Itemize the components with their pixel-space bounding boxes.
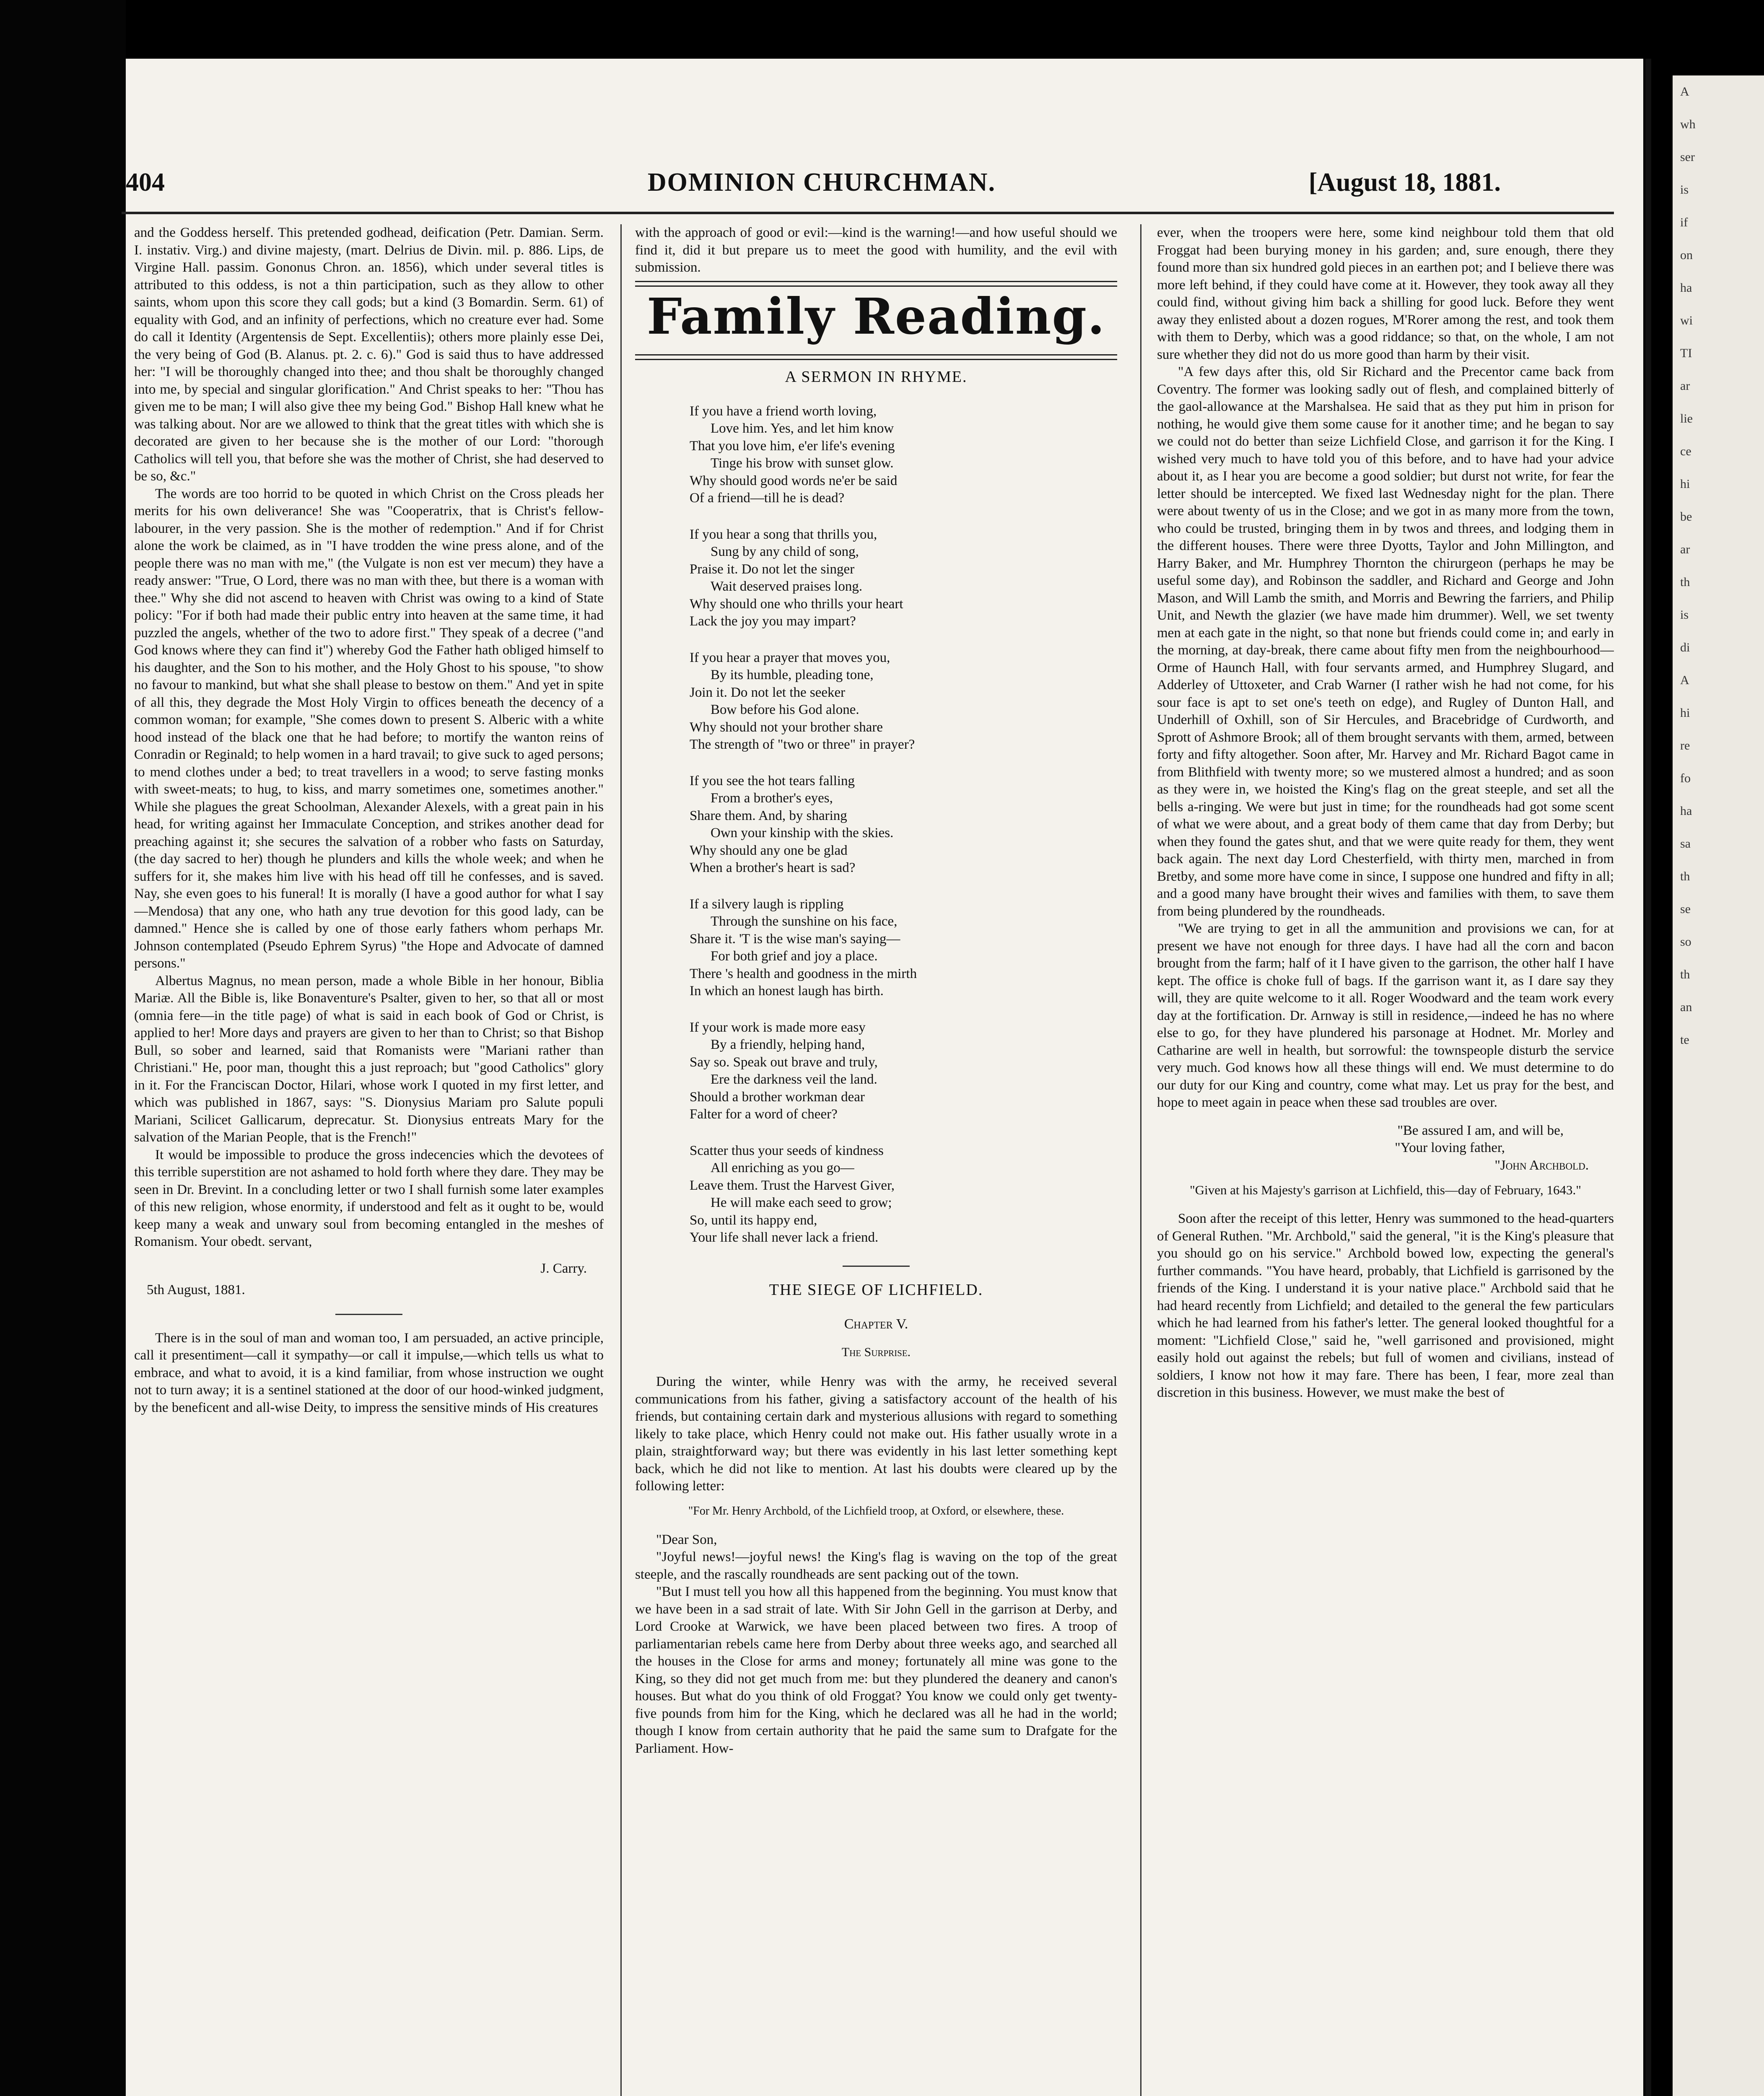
poem-line: If you hear a song that thrills you,	[690, 527, 877, 542]
poem-line: By a friendly, helping hand,	[711, 1037, 865, 1052]
column-1	[134, 224, 604, 2096]
adjacent-page-edge	[1673, 75, 1764, 2096]
poem-line: Why should one who thrills your heart	[690, 596, 903, 612]
poem-line: Scatter thus your seeds of kindness	[690, 1143, 884, 1158]
letter-paragraph: "We are trying to get in all the ammunition and provisions we can, for at present we have not enough for three days. I have had all the corn and bacon brought from the farm; half of it I have given to the garrison, the other half I have kept. The office is choke full of bags. If the garrison want it, as I dare say they will, they are quite welcome to it all. Roger Woodward and the team work every day at the fortification. Dr. Arnway is still in residence,—indeed he has no where else to go, for they have plundered his parsonage at Hodnet. Mr. Morley and Catharine are well in health, but sorrowful: the townspeople disturb the service very much. God knows how all these things will end. We must determine to do our duty for our King and country, come what may. Let us pray for the best, and hope to meet again in peace when these sad troubles are over.	[1157, 921, 1614, 1110]
poem-line: All enriching as you go—	[711, 1160, 854, 1175]
poem-line: For both grief and joy a place.	[711, 949, 878, 964]
letter-signature: "John Archbold.	[1494, 1157, 1589, 1173]
article-paragraph: It would be impossible to produce the gross indecencies which the devotees of this terrible superstition are not ashamed to hold forth where they dare. They may be seen in Dr. Brevint. In a concluding letter or two I shall furnish some later examples of this new religion, whose enormity, if understood and felt as it ought to be, would keep many a weak and unwary soul from becoming entangled in the meshes of Romanism. Your obedt. servant,	[134, 1147, 604, 1249]
adjacent-page-fragment: ce	[1680, 444, 1691, 458]
adjacent-page-fragment: if	[1680, 215, 1688, 229]
section-rule	[635, 281, 1117, 287]
adjacent-page-fragment: so	[1680, 935, 1691, 949]
poem-line: Share it. 'T is the wise man's saying—	[690, 931, 900, 947]
poem-stanza	[690, 649, 1117, 754]
poem-stanza	[690, 1142, 1117, 1247]
poem	[690, 403, 1117, 1247]
section-rule	[635, 354, 1117, 360]
adjacent-page-fragment: ar	[1680, 542, 1690, 556]
letter-signature: J. Carry.	[540, 1261, 587, 1276]
section-divider	[843, 1266, 910, 1267]
scan-left-margin	[0, 0, 126, 2096]
poem-line: So, until its happy end,	[690, 1212, 817, 1228]
adjacent-page-fragment: ha	[1680, 281, 1692, 295]
issue-date: [August 18, 1881.	[1308, 168, 1501, 197]
adjacent-page-fragment: wi	[1680, 314, 1693, 327]
adjacent-page-fragment: sa	[1680, 837, 1691, 851]
adjacent-page-fragment: re	[1680, 739, 1690, 752]
poem-line: If you have a friend worth loving,	[690, 403, 877, 419]
column-2	[635, 224, 1117, 2096]
poem-line: Bow before his God alone.	[711, 702, 859, 717]
poem-stanza	[690, 896, 1117, 1000]
article-paragraph: and the Goddess herself. This pretended godhead, deification (Petr. Damian. Serm. I. instativ. Virg.) and divine majesty, (mart. Delrius de Divin. mil. p. 886. Lips, de Virgine Hall. passim. Gononus Chron. an. 1856), which under several titles is attributed to this oddess, is not a thin participation, such as they allow to other saints, whom upon this score they call gods; but a kind (3 Bomardin. Serm. 61) of equality with God, and an infinity of perfections, which no creature ever had. Some do call it Identity (Argentensis de Sept. Excellentiis); others more plainly esse Dei, the very being of God (B. Alanus. pt. 2. c. 6)." God is said thus to have addressed her: "I will be thoroughly changed into thee; and thou shalt be thoroughly changed into me, by special and singular glorification." And Christ speaks to her: "Thou has given me to be man; I will also give thee my being God." Bishop Hall knew what he was talking about. Nor are we allowed to think that the great titles with which she is decorated are given to her because she is the mother of our Lord: "thorough Catholics will tell you, that before she was the mother of Christ, she had deserved to be so, &c."	[134, 225, 604, 484]
poem-line: Own your kinship with the skies.	[711, 825, 894, 840]
poem-line: Sung by any child of song,	[711, 544, 859, 559]
letter-salutation: "Dear Son,	[656, 1532, 717, 1547]
letter-dateline: "Given at his Majesty's garrison at Lichfield, this—day of February, 1643."	[1190, 1183, 1581, 1197]
article-paragraph: with the approach of good or evil:—kind is the warning!—and how useful should we find it, did it but prepare us to meet the good with humility, and the evil with submission.	[635, 225, 1117, 275]
adjacent-page-fragment: is	[1680, 183, 1689, 197]
article-paragraph: The words are too horrid to be quoted in which Christ on the Cross pleads her merits for his own deliverance! She was "Cooperatrix, that is Christ's fellow-labourer, in the very passion. She is the mother of redemption." And if for Christ alone the work be claimed, as in "I have trodden the wine press alone, and of the people there was no man with me," (the Vulgate is non est ver mecum) they have a ready answer: "True, O Lord, there was no man with thee, but there is a woman with thee." Why she did not ascend to heaven with Christ was owing to a kind of State policy: "For if both had made their public entry into heaven at the same time, it had puzzled the angels, whether of the two to adore first." They speak of a decree ("and God knows where they can find it") whereby God the Father hath obliged himself to his daughter, and the Son to his mother, and the Holy Ghost to his spouse, "to show no favour to mankind, but what she shall please to bestow on them." And yet in spite of all this, they degrade the Most Holy Virgin to offices beneath the decency of a common woman; for example, "She comes down to present S. Alberic with a white hood instead of the black one that he had before; to mortify the wanton reins of Conradin or Reginald; to help women in a hard travail; to give suck to aged persons; to mend clothes under a bed; to treat travellers in a wood; to serve fasting monks with sweet-meats; to hug, to kiss, and marry sometimes one, sometimes another." While she plagues the great Schoolman, Alexander Alexels, with a great pain in his head, for writing against her Immaculate Conception, and strikes another dead for preaching against it; she secures the salvation of a robber who fasts on Saturday, (the day sacred to her) though he plunders and kills the whole week; and when he suffers for it, she makes him live with his head off till he confesses, and is saved. Nay, she even goes to his funeral! It is morally (I have a good author for what I say—Mendosa) that any one, who hath any true devotion for this good lady, can be damned." Hence she is called by one of those early fathers whom perhaps Mr. Johnson contemplated (Pseudo Ephrem Syrus) "the Hope and Advocate of damned persons."	[134, 486, 604, 971]
letter-closing: "Your loving father,	[1395, 1140, 1505, 1155]
page-gutter	[1645, 59, 1651, 2096]
section-header: Family Reading.	[646, 287, 1106, 345]
poem-line: Lack the joy you may impart?	[690, 614, 856, 629]
adjacent-page-fragment: on	[1680, 248, 1693, 262]
article-paragraph: There is in the soul of man and woman too, I am persuaded, an active principle, call it presentiment—call it sympathy—or call it impulse,—which tells us what to embrace, and what to avoid, it is a kind familiar, from whose instruction we ought not to turn away; it is a sentinel stationed at the door of our hood-winked judgment, by the beneficent and all-wise Deity, to impress the sensitive minds of His creatures	[134, 1330, 604, 1415]
adjacent-page-fragment: th	[1680, 968, 1690, 981]
letter-closing: "Be assured I am, and will be,	[1397, 1123, 1564, 1138]
column-divider	[1140, 224, 1141, 2096]
letter-paragraph: "Joyful news!—joyful news! the King's flag is waving on the top of the great steeple, and the rascally roundheads are sent packing out of the town.	[635, 1549, 1117, 1582]
adjacent-page-fragment: ser	[1680, 150, 1695, 164]
poem-line: Of a friend—till he is dead?	[690, 490, 845, 506]
letter-address: "For Mr. Henry Archbold, of the Lichfield troop, at Oxford, or elsewhere, these.	[688, 1504, 1064, 1518]
poem-line: Why should good words ne'er be said	[690, 473, 898, 488]
column-divider	[620, 224, 622, 2096]
letter-paragraph: "A few days after this, old Sir Richard and the Precentor came back from Coventry. The former was looking sadly out of flesh, and complained bitterly of the gaol-allowance at the Marshalsea. He said that as they put him in prison for nothing, he would give them some cause for it another time; and he began to say we could not do better than seize Lichfield Close, and garrison it for the King. I wished very much to have told you of this before, and to have had your advice about it, as I hear you are become a good soldier; but durst not write, for fear the letter should be intercepted. We fixed last Wednesday night for the plan. There were about twenty of us in the Close; and we got in as many more from the town, who could be trusted, bringing them in by twos and threes, and lodging them in the different houses. There were three Dyotts, Taylor and John Millington, and Harry Baker, and Mr. Humphrey Thornton the chirurgeon (perhaps he may be useful some day), and Robinson the saddler, and Richard and George and John Mason, and Will Lamb the smith, and Morris and Bewring the farriers, and Philip Unit, and Newth the glazier (we have made him drummer). Well, we set twenty men at each gate in the night, so that none but friends could come in; and early in the morning, at day-break, there came about fifty men from the neighbourhood—Orme of Haunch Hall, with four servants armed, and Humphrey Slugard, and Adderley of Uttoxeter, and Crab Warner (I rather wish he had not come, for his sour face is apt to set one's teeth on edge), and Rugley of Dunton Hall, and Underhill of Oxhill, son of Sir Hercules, and Bracebridge of Curdworth, and Sprott of Ashmore Brook; all of them brought servants with them, armed, between forty and fifty altogether. Soon after, Mr. Harvey and Mr. Richard Bagot came in from Blithfield with twenty more; so we mustered almost a hundred; and as soon as they were in, we hoisted the King's flag on the great steeple, and set all the bells a-ringing. We were but just in time; for the roundheads had got some scent of what we were about, and a great body of them came that day from Derby; but when they found the gates shut, and that we were quite ready for them, they went back again. The next day Lord Chesterfield, with thirty men, marched in from Bretby, and some more have come in since, I suppose one hundred and fifty in all; and a good many have brought their wives and families with them, to save them from being plundered by the roundheads.	[1157, 364, 1614, 919]
poem-title: A SERMON IN RHYME.	[785, 368, 968, 386]
poem-line: If you see the hot tears falling	[690, 773, 855, 789]
poem-line: Wait deserved praises long.	[711, 579, 863, 594]
poem-line: Through the sunshine on his face,	[711, 914, 898, 929]
letter-paragraph: "But I must tell you how all this happened from the beginning. You must know that we have been in a sad strait of late. With Sir John Gell in the garrison at Derby, and Lord Crooke at Warwick, we have been placed between two fires. A troop of parliamentarian rebels came here from Derby about three weeks ago, and searched all the houses in the Close for arms and money; fortunately all mine was gone to the King, so they did not get much from me: but they plundered the deanery and canon's houses. But what do you think of old Froggat? You know we could only get twenty-five pounds from him for the King, which he declared was all he had in the world; though I know from certain authority that he paid the same sum to Drafgate for the Parliament. How-	[635, 1584, 1117, 1756]
adjacent-page-fragment: th	[1680, 575, 1690, 589]
section-divider	[335, 1314, 402, 1315]
adjacent-page-fragment: is	[1680, 608, 1689, 622]
poem-line: The strength of "two or three" in prayer?	[690, 737, 915, 752]
poem-line: There 's health and goodness in the mirth	[690, 966, 917, 981]
poem-line: Tinge his brow with sunset glow.	[711, 456, 894, 471]
poem-line: Your life shall never lack a friend.	[690, 1230, 879, 1245]
adjacent-page-fragment: fo	[1680, 771, 1691, 785]
article-paragraph: Albertus Magnus, no mean person, made a whole Bible in her honour, Biblia Mariæ. All the Bible is, like Bonaventure's Psalter, given to her, so that all or most (omnia fere—in the title page) of what is said in each book of God or Christ, is applied to her! More days and prayers are given to her than to Christ; so that Bishop Bull, so sober and learned, said that Romanists were "Mariani rather than Christiani." He, poor man, thought this a just reproach; but "good Catholics" glory in it. For the Franciscan Doctor, Hilari, whose work I quoted in my first letter, and which was published in 1867, says: "S. Dionysius Mariam pro Salute populi Mariani, Scilicet Gallicarum, deprecatur. St. Dionysius entreats Mary for the salvation of the Marian People, that is the French!"	[134, 973, 604, 1145]
poem-line: Leave them. Trust the Harvest Giver,	[690, 1178, 895, 1193]
poem-stanza	[690, 526, 1117, 630]
poem-line: Ere the darkness veil the land.	[711, 1072, 877, 1087]
poem-line: Join it. Do not let the seeker	[690, 685, 846, 700]
adjacent-page-fragment: TI	[1680, 346, 1692, 360]
adjacent-page-fragment: lie	[1680, 412, 1693, 425]
adjacent-page-fragment: ar	[1680, 379, 1690, 393]
poem-line: In which an honest laugh has birth.	[690, 983, 884, 999]
adjacent-page-fragment: hi	[1680, 706, 1690, 720]
poem-line: Say so. Speak out brave and truly,	[690, 1054, 878, 1070]
poem-stanza	[690, 1019, 1117, 1123]
poem-stanza	[690, 773, 1117, 877]
adjacent-page-fragment: te	[1680, 1033, 1689, 1047]
adjacent-page-fragment: hi	[1680, 477, 1690, 491]
poem-line: If a silvery laugh is rippling	[690, 896, 844, 912]
poem-line: By its humble, pleading tone,	[711, 667, 874, 682]
page-header	[126, 161, 1518, 212]
poem-line: If your work is made more easy	[690, 1019, 866, 1035]
poem-line: Why should not your brother share	[690, 719, 883, 735]
page-number: 404	[126, 168, 165, 197]
header-rule	[122, 212, 1614, 214]
letter-paragraph: ever, when the troopers were here, some kind neighbour told them that old Froggat had been burying money in his garden; and, sure enough, there they found more than six hundred gold pieces in an earthen pot; and I believe there was more left behind, if they could have come at it. However, they took away all they could find, without giving him back a shilling for good luck. Before they went away they enlisted about a dozen rogues, M'Rorer among the rest, and took them with them to Derby, which was a good riddance; so that, on the whole, I am not sure whether they did not do us more good than harm by their visit.	[1157, 225, 1614, 362]
poem-line: When a brother's heart is sad?	[690, 860, 856, 875]
poem-line: Falter for a word of cheer?	[690, 1107, 838, 1122]
adjacent-page-fragment: an	[1680, 1000, 1692, 1014]
article-paragraph: During the winter, while Henry was with the army, he received several communications from his father, giving a satisfactory account of the health of his friends, but containing certain dark and mysterious allusions with regard to something likely to take place, which Henry could not make out. His father usually wrote in a plain, straightforward way; but there was evidently in his last letter something kept back, which he did not like to mention. At last his doubts were cleared up by the following letter:	[635, 1374, 1117, 1494]
publication-title: DOMINION CHURCHMAN.	[647, 168, 996, 197]
article-paragraph: Soon after the receipt of this letter, Henry was summoned to the head-quarters of General Ruthen. "Mr. Archbold," said the general, "it is the King's pleasure that you should go on his service." Archbold bowed low, expecting the general's further commands. "You have heard, probably, that Lichfield is garrisoned by the friends of the King. I understand it is your native place." Archbold said that he had heard recently from Lichfield; and detailed to the general the few particulars which he had learned from his father's letter. The general looked thoughtful for a moment: "Lichfield Close," said he, "well garrisoned and provisioned, might easily hold out against the rebels; but full of women and civilians, instead of soldiers, I know not how it may fare. There has been, I fear, more zeal than discretion in this business. However, we must make the best of	[1157, 1211, 1614, 1400]
adjacent-page-fragment: th	[1680, 869, 1690, 883]
adjacent-page-fragment: se	[1680, 902, 1691, 916]
adjacent-page-fragment: ha	[1680, 804, 1692, 818]
adjacent-page-fragment: wh	[1680, 117, 1696, 131]
adjacent-page-fragment: A	[1680, 673, 1689, 687]
poem-line: Share them. And, by sharing	[690, 808, 847, 823]
poem-line: That you love him, e'er life's evening	[690, 438, 895, 454]
poem-line: Praise it. Do not let the singer	[690, 561, 855, 577]
column-3	[1157, 224, 1614, 2096]
story-title: THE SIEGE OF LICHFIELD.	[769, 1281, 983, 1299]
poem-line: He will make each seed to grow;	[711, 1195, 892, 1210]
poem-line: From a brother's eyes,	[711, 791, 833, 806]
poem-line: Why should any one be glad	[690, 843, 848, 858]
poem-line: If you hear a prayer that moves you,	[690, 650, 890, 665]
poem-line: Should a brother workman dear	[690, 1089, 865, 1105]
adjacent-page-fragment: be	[1680, 510, 1692, 524]
adjacent-page-fragment: di	[1680, 641, 1690, 654]
letter-dateline: 5th August, 1881.	[147, 1282, 245, 1297]
adjacent-page-fragment: A	[1680, 85, 1689, 99]
poem-line: Love him. Yes, and let him know	[711, 421, 894, 436]
poem-stanza	[690, 403, 1117, 507]
chapter-heading: Chapter V.	[844, 1316, 908, 1332]
chapter-subtitle: The Surprise.	[841, 1345, 911, 1359]
